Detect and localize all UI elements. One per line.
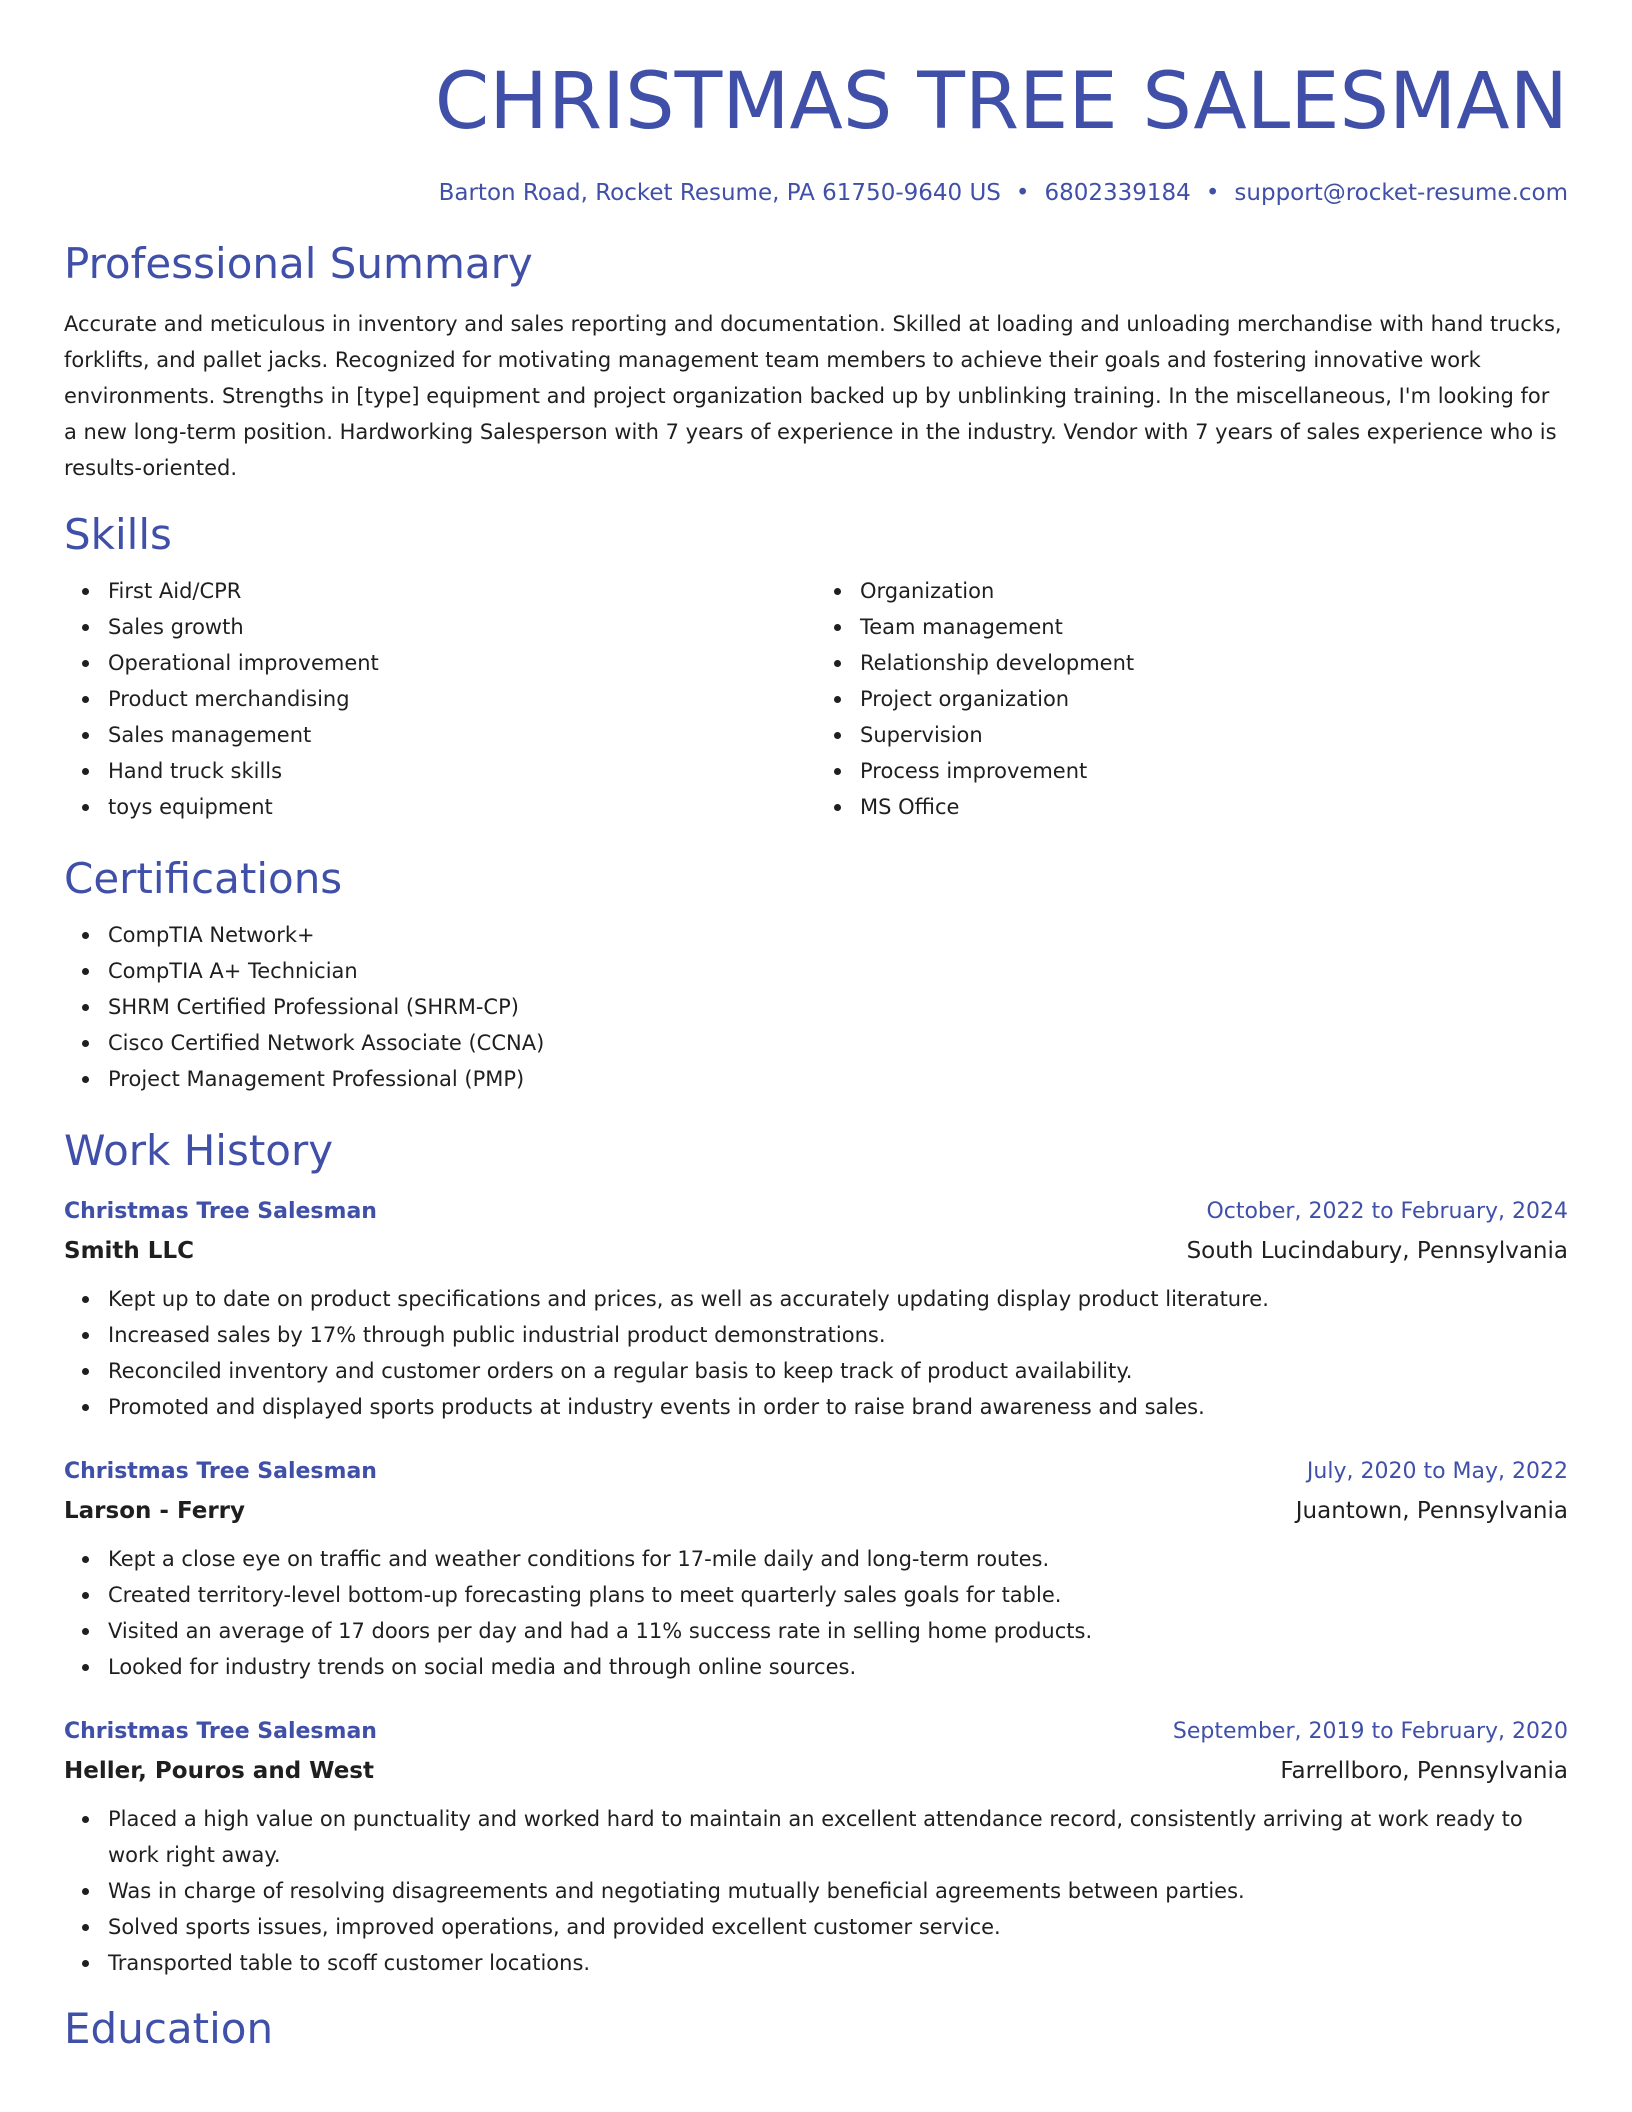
resume-page	[64, 0, 1568, 2057]
skill-item: Sales management	[108, 717, 816, 753]
skills-heading: Skills	[64, 510, 172, 559]
job-company: Larson - Ferry	[64, 1498, 246, 1524]
contact-email[interactable]: support@rocket-resume.com	[1234, 180, 1568, 206]
job-entry	[64, 1713, 1568, 1981]
job-title: Christmas Tree Salesman	[64, 1719, 377, 1744]
job-bullet: Kept up to date on product specifications and prices, as well as accurately updating display product literature.	[108, 1281, 1568, 1317]
job-bullet: Increased sales by 17% through public industrial product demonstrations.	[108, 1317, 1568, 1353]
skill-item: First Aid/CPR	[108, 573, 816, 609]
job-title: Christmas Tree Salesman	[64, 1199, 377, 1224]
job-bullet: Transported table to scoff customer locations.	[108, 1945, 1568, 1981]
skill-item: MS Office	[860, 789, 1568, 825]
job-bullet: Placed a high value on punctuality and worked hard to maintain an excellent attendance record, consistently arriving at work ready to work right away.	[108, 1801, 1568, 1873]
job-bullets	[64, 1801, 1568, 1981]
summary-text: Accurate and meticulous in inventory and sales reporting and documentation. Skilled at loading and unloading merchandise with hand trucks, forklifts, and pallet jacks. Recognized for motivating management team members to achieve their goals and fostering innovative work environments. Strengths in [type] equipment and project organization backed up by unblinking training. In the miscellaneous, I'm looking for a new long-term position. Hardworking Salesperson with 7 years of experience in the industry. Vendor with 7 years of sales experience who is results-oriented.	[64, 312, 1562, 480]
certification-item: CompTIA A+ Technician	[108, 953, 1568, 989]
job-location: Juantown, Pennsylvania	[1295, 1498, 1568, 1524]
job-bullets	[64, 1541, 1568, 1685]
contact-line	[64, 178, 1568, 208]
job-dates: July, 2020 to May, 2022	[1306, 1459, 1568, 1484]
job-bullet: Looked for industry trends on social media and through online sources.	[108, 1649, 1568, 1685]
job-entry	[64, 1193, 1568, 1425]
job-company: Smith LLC	[64, 1238, 194, 1264]
skills-list	[64, 573, 1568, 825]
certification-item: Project Management Professional (PMP)	[108, 1061, 1568, 1097]
skill-item: toys equipment	[108, 789, 816, 825]
certification-item: CompTIA Network+	[108, 917, 1568, 953]
contact-phone: 6802339184	[1044, 180, 1191, 206]
certifications-list	[64, 917, 1568, 1097]
skills-column-left	[64, 573, 816, 825]
skill-item: Team management	[860, 609, 1568, 645]
certification-item: Cisco Certified Network Associate (CCNA)	[108, 1025, 1568, 1061]
job-location: South Lucindabury, Pennsylvania	[1186, 1238, 1568, 1264]
job-bullet: Promoted and displayed sports products at industry events in order to raise brand awareness and sales.	[108, 1389, 1568, 1425]
skill-item: Project organization	[860, 681, 1568, 717]
certification-item: SHRM Certified Professional (SHRM-CP)	[108, 989, 1568, 1025]
job-entry	[64, 1453, 1568, 1685]
job-title: Christmas Tree Salesman	[64, 1459, 377, 1484]
education-heading: Education	[64, 2004, 274, 2053]
job-bullet: Visited an average of 17 doors per day and had a 11% success rate in selling home products.	[108, 1613, 1568, 1649]
job-dates: October, 2022 to February, 2024	[1206, 1199, 1568, 1224]
candidate-name: CHRISTMAS TREE SALESMAN	[434, 57, 1568, 147]
skill-item: Supervision	[860, 717, 1568, 753]
skill-item: Product merchandising	[108, 681, 816, 717]
skills-column-right	[816, 573, 1568, 825]
skill-item: Hand truck skills	[108, 753, 816, 789]
contact-separator: •	[1205, 180, 1220, 206]
job-bullets	[64, 1281, 1568, 1425]
job-location: Farrellboro, Pennsylvania	[1280, 1758, 1568, 1784]
job-bullet: Was in charge of resolving disagreements and negotiating mutually beneficial agreements between parties.	[108, 1873, 1568, 1909]
certifications-heading: Certifications	[64, 854, 343, 903]
contact-separator: •	[1015, 180, 1030, 206]
skill-item: Process improvement	[860, 753, 1568, 789]
skill-item: Sales growth	[108, 609, 816, 645]
job-bullet: Solved sports issues, improved operations, and provided excellent customer service.	[108, 1909, 1568, 1945]
job-dates: September, 2019 to February, 2020	[1172, 1719, 1568, 1744]
skill-item: Operational improvement	[108, 645, 816, 681]
skill-item: Relationship development	[860, 645, 1568, 681]
contact-address: Barton Road, Rocket Resume, PA 61750-9640 US	[438, 180, 1001, 206]
job-bullet: Kept a close eye on traffic and weather conditions for 17-mile daily and long-term routes.	[108, 1541, 1568, 1577]
work-history-heading: Work History	[64, 1126, 334, 1175]
summary-heading: Professional Summary	[64, 239, 533, 288]
job-bullet: Created territory-level bottom-up forecasting plans to meet quarterly sales goals for table.	[108, 1577, 1568, 1613]
skill-item: Organization	[860, 573, 1568, 609]
job-bullet: Reconciled inventory and customer orders on a regular basis to keep track of product availability.	[108, 1353, 1568, 1389]
job-company: Heller, Pouros and West	[64, 1758, 374, 1784]
